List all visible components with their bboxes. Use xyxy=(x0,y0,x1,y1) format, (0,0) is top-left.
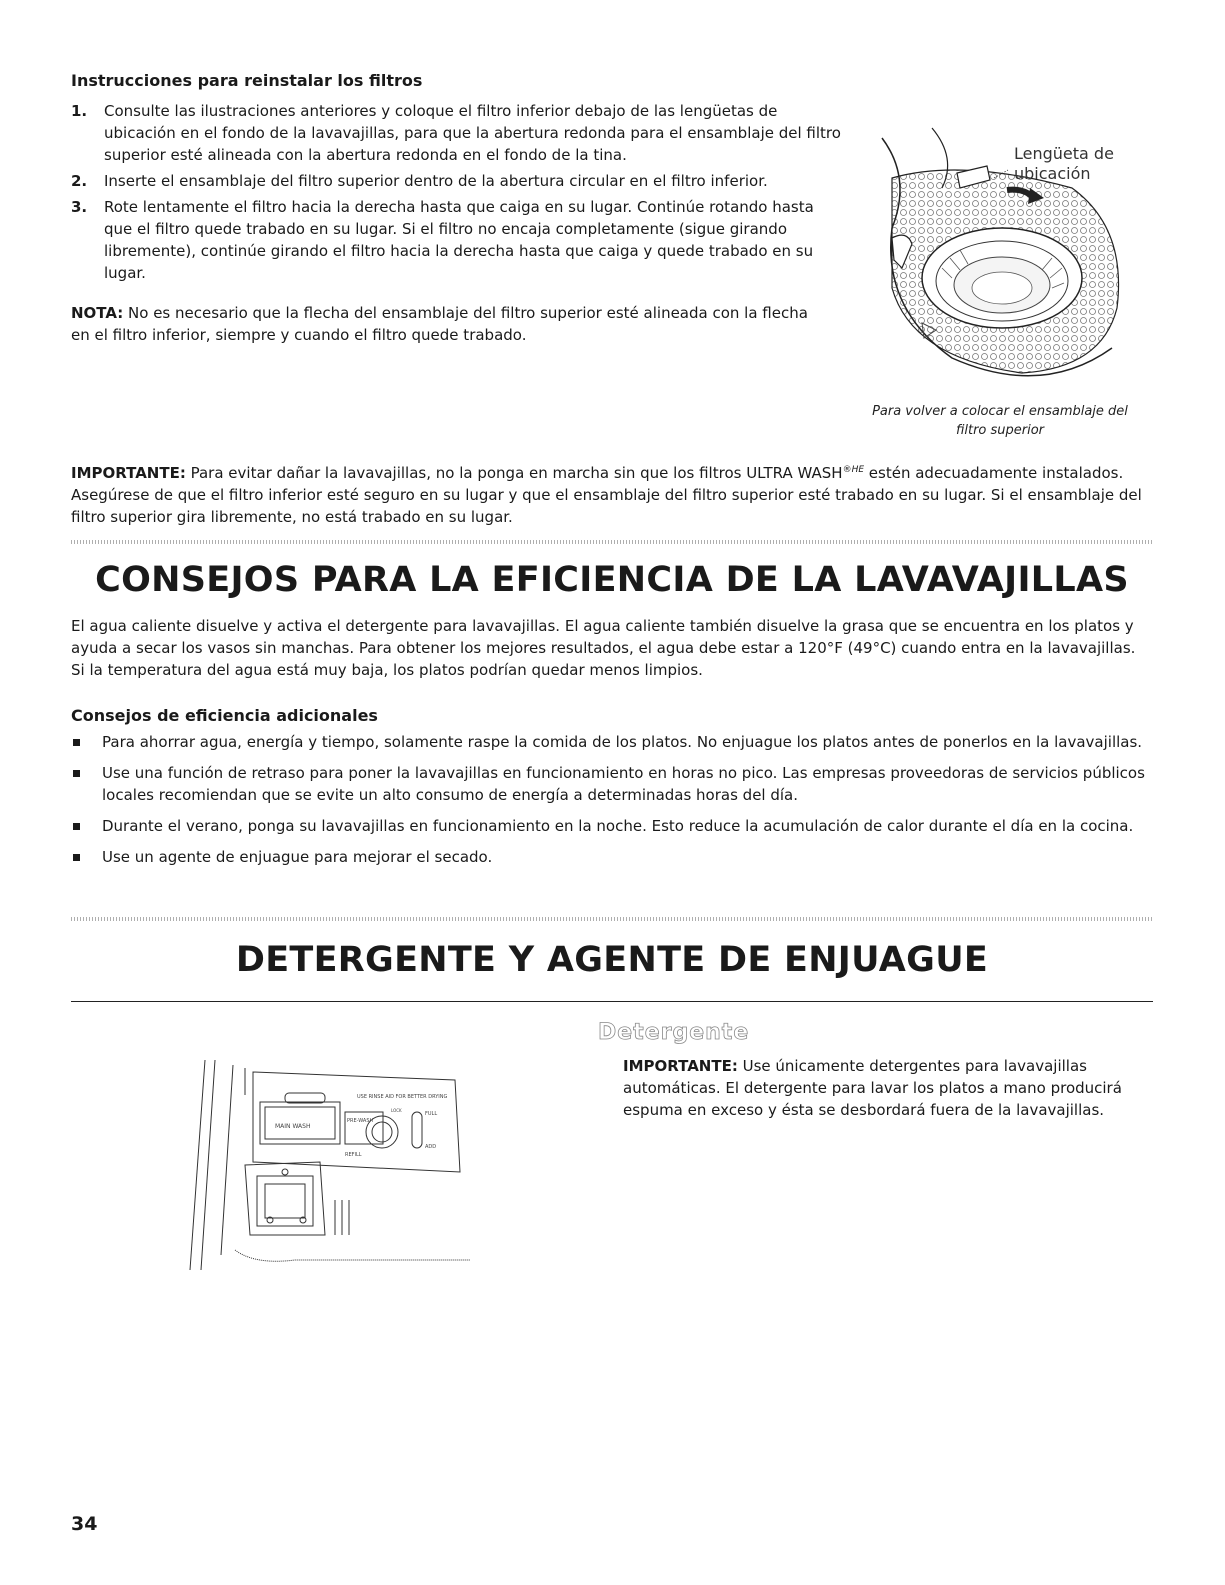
note-text: No es necesario que la flecha del ensamblaje del filtro superior esté alineada con la flecha en el filtro inferior, siempre y cuando el filtro quede trabado. xyxy=(71,304,808,344)
figure-caption: Para volver a colocar el ensamblaje del filtro superior xyxy=(872,404,1128,438)
tip-text: Para ahorrar agua, energía y tiempo, solamente raspe la comida de los platos. No enjuague los platos antes de ponerlos en la lavavajillas. xyxy=(102,733,1143,751)
refill-label: REFILL xyxy=(345,1152,362,1158)
section-divider xyxy=(71,917,1153,921)
important-paragraph xyxy=(71,459,1151,528)
section-divider xyxy=(71,540,1153,544)
step-text: Inserte el ensamblaje del filtro superior dentro de la abertura circular en el filtro inferior. xyxy=(104,172,768,190)
list-item xyxy=(71,731,1153,753)
step-text: Consulte las ilustraciones anteriores y coloque el filtro inferior debajo de las lengüetas de ubicación en el fondo de la lavavajillas, para que la abertura redonda para el ensamblaje del filtro superior esté alineada con la abertura redonda en el fondo de la tina. xyxy=(104,102,841,164)
important-text: Para evitar dañar la lavavajillas, no la ponga en marcha sin que los filtros ULTRA WASH xyxy=(185,464,843,482)
important-text: Use únicamente detergentes para lavavajillas automáticas. El detergente para lavar los platos a mano producirá espuma en exceso y ésta se desbordará fuera de la lavavajillas. xyxy=(623,1057,1122,1119)
note-label: NOTA: xyxy=(71,304,124,322)
dispenser-illustration xyxy=(185,1060,485,1272)
list-item xyxy=(71,170,846,192)
detergent-important-paragraph xyxy=(623,1055,1128,1121)
filter-illustration xyxy=(872,118,1142,388)
bullet-square-icon xyxy=(73,739,80,746)
list-item xyxy=(71,815,1153,837)
important-text-continued: estén adecuadamente instalados. Asegúrese de que el filtro inferior esté seguro en su lugar y que el ensamblaje del filtro superior esté trabado en su lugar. Si el ensamblaje del filtro superior gira libremente, no está trabado en su lugar. xyxy=(71,464,1142,526)
dispenser-diagram xyxy=(185,1060,485,1272)
important-label: IMPORTANTE: xyxy=(623,1057,738,1075)
list-item xyxy=(71,846,1153,868)
pre-wash-label: PRE-WASH xyxy=(347,1118,374,1124)
page-number: 34 xyxy=(71,1513,98,1535)
note-paragraph xyxy=(71,302,831,346)
list-item xyxy=(71,196,846,284)
rinse-aid-label: USE RINSE AID FOR BETTER DRYING xyxy=(357,1094,448,1100)
bullet-square-icon xyxy=(73,854,80,861)
list-item xyxy=(71,762,1153,806)
efficiency-title: CONSEJOS PARA LA EFICIENCIA DE LA LAVAVAJILLAS xyxy=(95,560,1129,600)
step-text: Rote lentamente el filtro hacia la derecha hasta que caiga en su lugar. Continúe rotando hasta que el filtro quede trabado en su lugar. Si el filtro no encaja completamente (sigue girando libremente), continúe girando el filtro hacia la derecha hasta que caiga y quede trabado en su lugar. xyxy=(104,198,814,282)
filter-steps-list xyxy=(71,100,846,288)
detergent-subheading: Detergente xyxy=(598,1020,750,1045)
full-label: FULL xyxy=(425,1111,438,1117)
bullet-square-icon xyxy=(73,823,80,830)
filters-heading: Instrucciones para reinstalar los filtros xyxy=(71,71,423,90)
tip-text: Use una función de retraso para poner la lavavajillas en funcionamiento en horas no pico. Las empresas proveedoras de servicios públicos locales recomiendan que se evite un alto consumo de energía a determinadas horas del día. xyxy=(102,764,1145,804)
efficiency-subheading: Consejos de eficiencia adicionales xyxy=(71,706,378,725)
tip-text: Durante el verano, ponga su lavavajillas en funcionamiento en la noche. Esto reduce la acumulación de calor durante el día en la cocina. xyxy=(102,817,1134,835)
efficiency-intro: El agua caliente disuelve y activa el detergente para lavavajillas. El agua caliente también disuelve la grasa que se encuentra en los platos y ayuda a secar los vasos sin manchas. Para obtener los mejores resultados, el agua debe estar a 120°F (49°C) cuando entra en la lavavajillas. Si la temperatura del agua está muy baja, los platos podrían quedar menos limpios. xyxy=(71,617,1136,679)
trademark-superscript: ®HE xyxy=(842,465,865,475)
bullet-square-icon xyxy=(73,770,80,777)
detergent-title: DETERGENTE Y AGENTE DE ENJUAGUE xyxy=(235,940,989,980)
figure-label: Lengüeta de ubicación xyxy=(1014,144,1114,183)
list-item xyxy=(71,100,846,166)
step-number: 3. xyxy=(71,198,88,216)
lock-label: LOCK xyxy=(391,1108,402,1113)
step-number: 1. xyxy=(71,102,88,120)
efficiency-tips-list xyxy=(71,731,1153,877)
step-number: 2. xyxy=(71,172,88,190)
title-rule xyxy=(71,1001,1153,1002)
important-label: IMPORTANTE: xyxy=(71,464,186,482)
add-label: ADD xyxy=(425,1144,437,1150)
main-wash-label: MAIN WASH xyxy=(275,1123,311,1130)
tip-text: Use un agente de enjuague para mejorar el secado. xyxy=(102,848,493,866)
